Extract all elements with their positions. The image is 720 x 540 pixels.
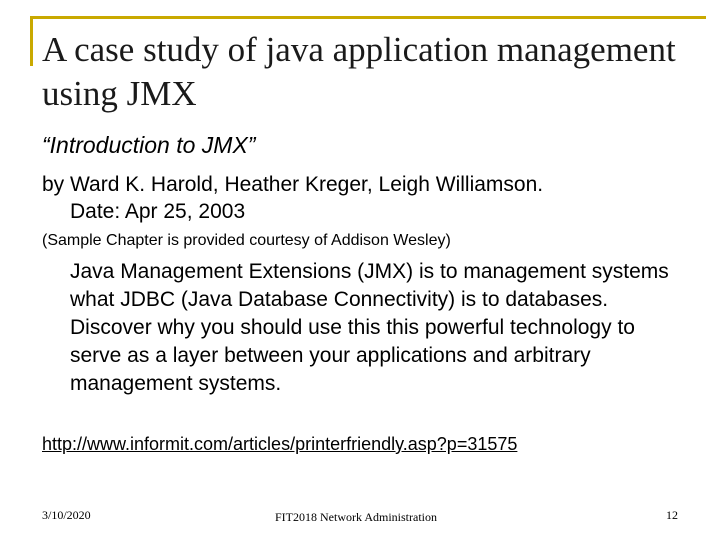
byline (42, 171, 702, 225)
abstract-text: Java Management Extensions (JMX) is to management systems what JDBC (Java Database Connectivity) is to databases. Discover why you should use this this powerful technology to serve as a layer between your applications and arbitrary management systems. (70, 260, 669, 395)
article-link[interactable]: http://www.informit.com/articles/printerfriendly.asp?p=31575 (42, 434, 518, 454)
slide-subtitle: “Introduction to JMX” (42, 132, 256, 158)
slide-title: A case study of java application management using JMX (42, 30, 676, 113)
footer-page-number: 12 (666, 508, 678, 522)
byline-date: Date: Apr 25, 2003 (70, 200, 246, 223)
courtesy-note: (Sample Chapter is provided courtesy of Addison Wesley) (42, 232, 451, 249)
frame-top-line (30, 16, 706, 19)
footer-date: 3/10/2020 (42, 508, 91, 522)
footer-course: FIT2018 Network Administration (275, 510, 437, 524)
byline-authors: by Ward K. Harold, Heather Kreger, Leigh Williamson. (42, 173, 544, 196)
frame-left-line (30, 16, 33, 66)
